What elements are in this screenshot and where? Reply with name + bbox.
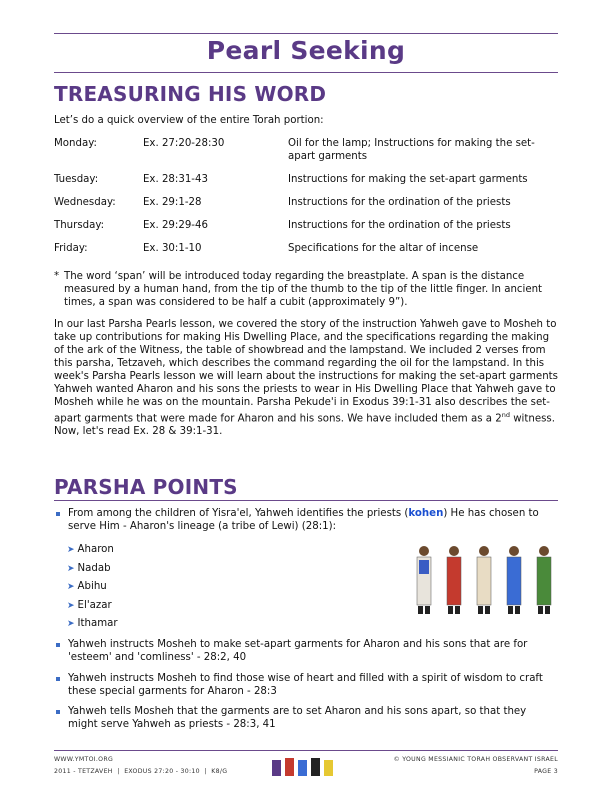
schedule-desc: Specifications for the altar of incense [288,243,479,254]
footer-org: © YOUNG MESSIANIC TORAH OBSERVANT ISRAEL [393,756,558,763]
schedule-ref: Ex. 27:20-28:30 [143,138,225,149]
top-rule [54,33,558,34]
son-item [67,615,118,634]
bullet-item [54,672,558,698]
bullet1-text-a: From among the children of Yisra'el, Yahweh identifies the priests ( [68,508,409,519]
schedule-day: Monday: [54,138,97,149]
son-name: Nadab [77,562,111,574]
parsha-points-rule [54,500,558,501]
priest-figure-3 [477,546,491,614]
son-name: Abihu [77,581,107,592]
kohen-term: kohen [408,508,444,519]
schedule-row [54,219,558,242]
arrow-icon: ➤ [67,545,75,555]
footer-rule [54,750,558,751]
bullet-icon [56,710,60,714]
arrow-icon: ➤ [67,600,75,611]
paragraph-text: In our last Parsha Pearls lesson, we covered the story of the instruction Yahweh gave to Mosheh to take up contributions for making His Dwelling Place, and the specifications regarding the making of the ark of the Witness, the table of showbread and the lampstand. We included 2 verses from this parsha, Tetzaveh, which describes the command regarding the oil for the lampstand. In this week's Parsha Pearls lesson we will learn about the instructions for making the set-apart garments Yahweh wanted Aharon and his sons the priests to wear in His Dwelling Place that Yahweh gave to Mosheh while he was on the mountain. Parsha Pekude'i in Exodus 39:1-31 also describes the set-apart garments that were made for Aharon and his sons. We have included them as a 2 [54,319,558,425]
schedule-desc: Instructions for the ordination of the priests [288,197,511,208]
bullet-text: Yahweh instructs Mosheh to make set-apart garments for Aharon and his sons that are for 'esteem' and 'comliness' - 28:2, 40 [68,639,528,663]
son-name: Ithamar [77,618,118,629]
footer-site: WWW.YMTOI.ORG [54,756,114,763]
schedule-row [54,196,558,219]
schedule-desc: Oil for the lamp; Instructions for making the set-apart garments [288,138,535,162]
schedule-table [54,137,558,265]
priest-figure-4 [507,546,521,614]
arrow-icon: ➤ [67,619,75,629]
son-item [67,560,118,579]
son-item [67,597,118,616]
footer-meta: 2011 - TETZAVEH | EXODUS 27:20 - 30:10 | K8/G [54,768,228,775]
footer-page: PAGE 3 [534,768,558,775]
footnote-star: * [54,271,60,282]
schedule-day: Wednesday: [54,197,116,208]
son-name: Aharon [77,544,114,555]
schedule-row [54,173,558,196]
bullet-priests [54,507,558,533]
paragraph-end: witness. Now, let's read Ex. 28 & 39:1-31. [54,413,555,438]
bullet1-text-b: ) He has chosen to serve Him - Aharon's lineage (a tribe of Lewi) (28:1): [68,508,539,532]
schedule-day: Tuesday: [54,174,99,185]
priest-figure-5 [537,546,551,614]
schedule-ref: Ex. 28:31-43 [143,174,208,185]
bullet-text: Yahweh tells Mosheh that the garments are to set Aharon and his sons apart, so that they might serve Yahweh as priests - 28:3, 41 [68,706,527,730]
bullet-item [54,638,558,664]
son-item [67,541,118,560]
footnote-text: The word ‘span’ will be introduced today regarding the breastplate. A span is the distance measured by a human hand, from the tip of the thumb to the tip of the little finger. In ancient times, a span was considered to be half a cubit (approximately 9”). [64,271,543,308]
schedule-ref: Ex. 29:29-46 [143,220,208,231]
section-heading-treasuring: TREASURING HIS WORD [54,82,327,106]
schedule-day: Friday: [54,243,88,254]
bullet-icon [56,643,60,647]
priest-figure-2 [447,546,461,614]
schedule-ref: Ex. 29:1-28 [143,197,202,208]
arrow-icon: ➤ [67,582,75,592]
schedule-desc: Instructions for making the set-apart garments [288,174,528,185]
priests-illustration [410,540,560,620]
son-name: El'azar [77,599,112,611]
son-item [67,578,118,597]
section-heading-parsha-points: PARSHA POINTS [54,475,238,499]
sons-list [67,541,118,634]
paragraph-superscript: nd [501,411,510,419]
logo-figures [270,756,340,778]
arrow-icon: ➤ [67,563,75,574]
page-title: Pearl Seeking [206,36,406,65]
bullet-item [54,705,558,731]
title-underline [54,72,558,73]
schedule-desc: Instructions for the ordination of the priests [288,220,511,231]
intro-paragraph [54,318,558,438]
intro-text: Let’s do a quick overview of the entire Torah portion: [54,115,324,126]
schedule-row [54,242,558,265]
bullet-icon [56,677,60,681]
bullet-text: Yahweh instructs Mosheh to find those wise of heart and filled with a spirit of wisdom to craft these special garments for Aharon - 28:3 [68,673,543,697]
bullet-icon [56,512,60,516]
footnote [54,270,558,309]
schedule-day: Thursday: [54,220,105,231]
schedule-row [54,137,558,173]
schedule-ref: Ex. 30:1-10 [143,243,202,254]
priest-figure-1 [417,546,431,614]
